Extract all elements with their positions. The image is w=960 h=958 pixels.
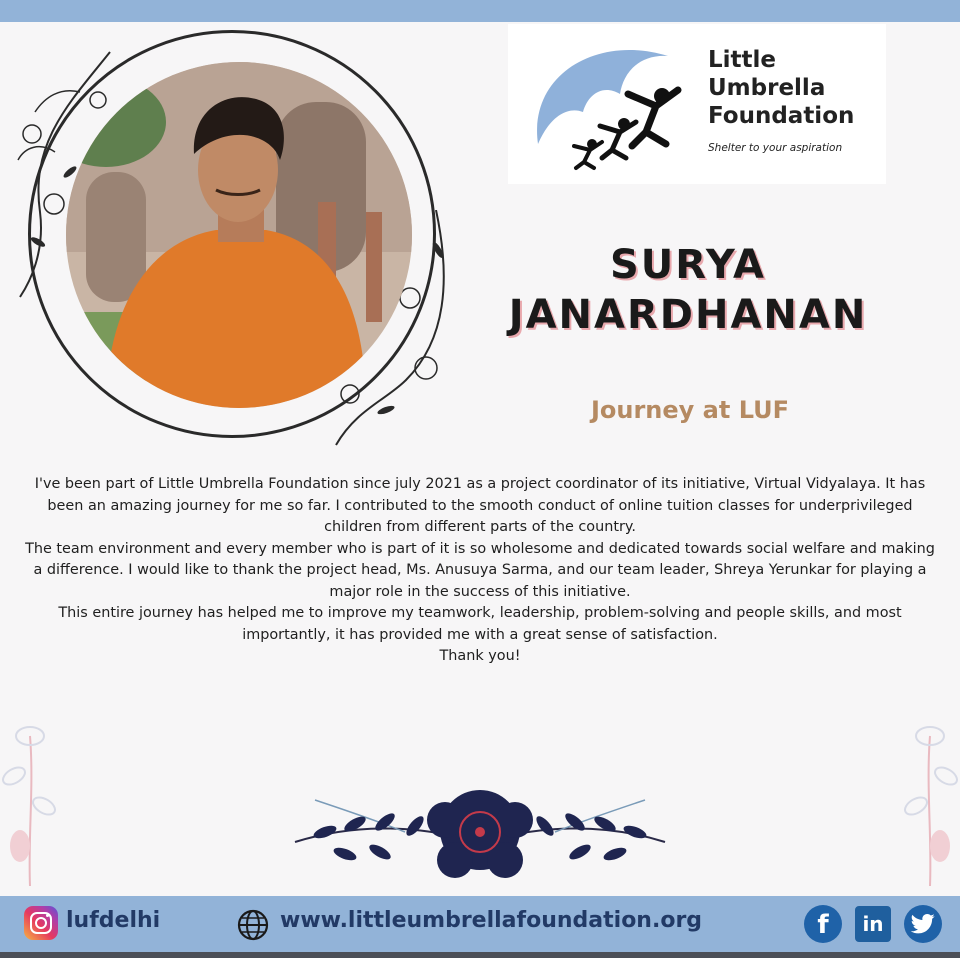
testimonial-paragraph: I've been part of Little Umbrella Foundation since july 2021 as a project coordinator of its initiative, Virtual Vidyalaya. It has been an amazing journey for me so far. I contributed to the smooth conduct of online tuition classes for underprivileged children from different parts of the country. <box>34 476 926 535</box>
logo-title: Little Umbrella Foundation <box>708 47 855 129</box>
person-name: SURYA JANARDHANAN <box>508 242 868 338</box>
facebook-icon[interactable]: f <box>804 905 842 943</box>
top-bar <box>0 0 960 22</box>
testimonial-closing: Thank you! <box>439 648 521 664</box>
website-link[interactable]: www.littleumbrellafoundation.org <box>280 908 703 933</box>
testimonial-text <box>24 474 936 668</box>
instagram-icon[interactable] <box>24 906 58 940</box>
globe-icon <box>236 908 270 942</box>
twitter-icon[interactable] <box>904 905 942 943</box>
logo-tagline: Shelter to your aspiration <box>708 142 843 154</box>
umbrella-logo-icon <box>528 34 698 174</box>
side-flower-left-icon <box>0 716 64 886</box>
footer-strip <box>0 952 960 958</box>
instagram-handle[interactable]: lufdelhi <box>66 908 161 933</box>
floral-ornament-icon <box>285 780 675 890</box>
profile-photo <box>66 62 412 408</box>
testimonial-paragraph: The team environment and every member who is part of it is so wholesome and dedicated towards social welfare and making a difference. I would like to thank the project head, Ms. Anusuya Sarma, and our team leader, Shreya Yerunkar for playing a major role in the success of this initiative. <box>25 540 935 600</box>
side-flower-right-icon <box>896 716 960 886</box>
section-subtitle: Journey at LUF <box>590 396 790 424</box>
testimonial-paragraph: This entire journey has helped me to improve my teamwork, leadership, problem-solving and people skills, and most importantly, it has provided me with a great sense of satisfaction. <box>58 605 902 643</box>
logo-card <box>508 24 886 184</box>
linkedin-icon[interactable]: in <box>855 906 891 942</box>
